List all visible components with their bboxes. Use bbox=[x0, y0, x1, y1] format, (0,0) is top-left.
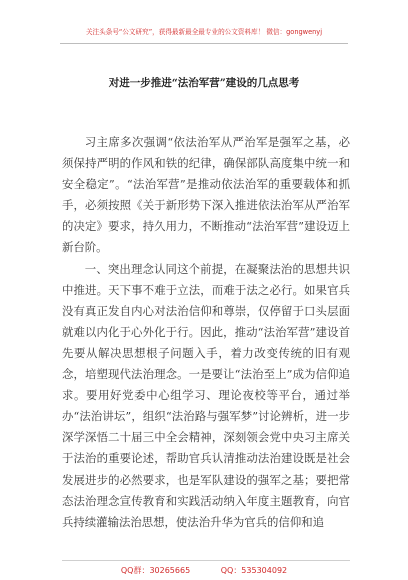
footer-contact bbox=[0, 565, 408, 576]
header-divider bbox=[60, 43, 348, 44]
document-title: 对进一步推进“法治军营”建设的几点思考 bbox=[108, 77, 300, 89]
body-paragraph-1: 习主席多次强调“依法治军从严治军是强军之基，必须保持严明的作风和铁的纪律，确保部队高度集中统一和安全稳定”。“法治军营”是推动依法治军的重要载体和抓手，必须按照《关于新形势下深入推进依法治军从严治军的决定》要求，持久用力，不断推动“法治军营”建设迈上新台阶。 bbox=[62, 135, 350, 255]
footer-divider bbox=[62, 560, 350, 561]
header-promo-note: 关注头条号“公文研究”，获得最新最全最专业的公文资料库！ 微信：gongwenyj bbox=[85, 28, 323, 36]
document-body bbox=[62, 132, 350, 533]
body-paragraph-2: 一、突出理念认同这个前提，在凝聚法治的思想共识中推进。天下事不难于立法，而难于法之必行。如果官兵没有真正发自内心对法治信仰和尊崇，仅停留于口头层面就难以内化于心外化于行。因此，推动“法治军营”建设首先要从解决思想根子问题入手，着力改变传统的旧有观念，培塑现代法治理念。一是要让“法治至上”成为信仰追求。要用好党委中心组学习、理论夜校等平台，通过举办“法治讲坛”，组织“法治路与强军梦”讨论辨析，进一步深学深悟二十届三中全会精神，深刻领会党中央习主席关于法治的重要论述，帮助官兵认清推动法治建设既是社会发展进步的必然要求，也是军队建设的强军之基；要把常态法治理念宣传教育和实践活动纳入年度主题教育，向官兵持续灌输法治思想，使法治升华为官兵的信仰和追 bbox=[62, 261, 350, 529]
footer-qq-group: QQ群：30265665 bbox=[120, 566, 191, 575]
footer-qq-contact: QQ：535304092 bbox=[220, 566, 288, 575]
